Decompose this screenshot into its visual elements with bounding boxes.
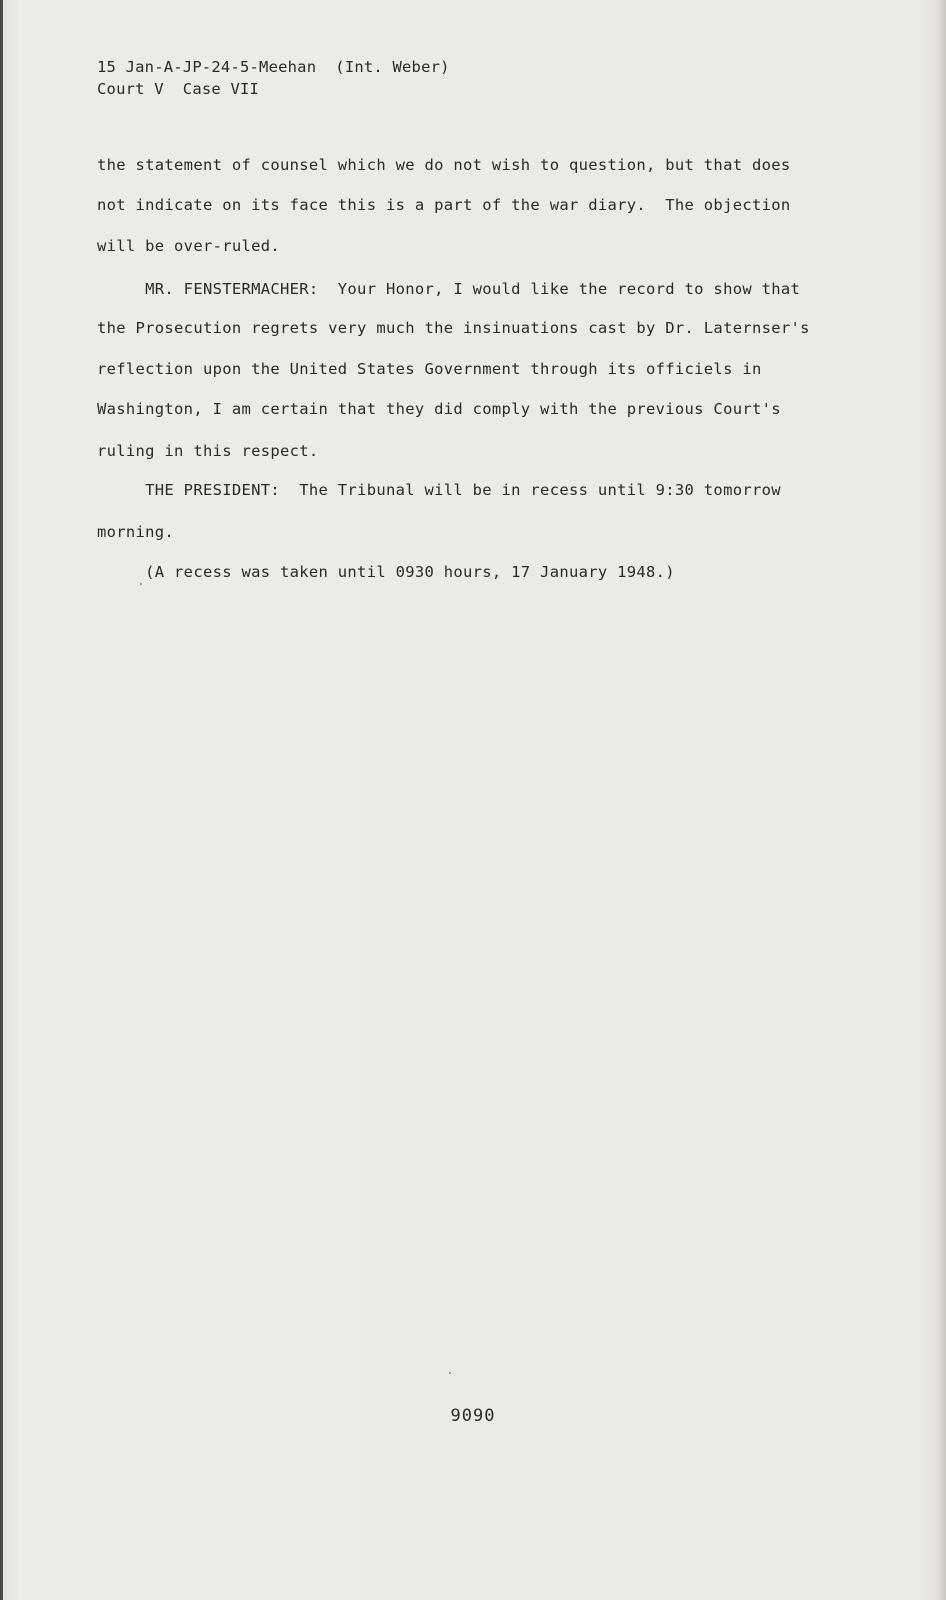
header-court-case-line: Court V Case VII <box>97 80 260 98</box>
transcript-line: (A recess was taken until 0930 hours, 17 January 1948.) <box>97 563 675 581</box>
transcript-line: not indicate on its face this is a part of the war diary. The objection <box>97 196 791 214</box>
page-number: 9090 <box>450 1406 496 1426</box>
paper-speck <box>449 1372 451 1374</box>
page-left-border <box>0 0 3 1600</box>
page-right-border <box>940 0 946 1600</box>
transcript-line: MR. FENSTERMACHER: Your Honor, I would like the record to show that <box>97 280 801 298</box>
paper-speck <box>140 583 142 585</box>
transcript-line: the Prosecution regrets very much the insinuations cast by Dr. Laternser's <box>97 319 810 337</box>
transcript-line: the statement of counsel which we do not wish to question, but that does <box>97 156 791 174</box>
transcript-line: reflection upon the United States Government through its officiels in <box>97 360 762 378</box>
transcript-line: morning. <box>97 523 175 541</box>
transcript-line: will be over-ruled. <box>97 237 281 255</box>
transcript-line: Washington, I am certain that they did comply with the previous Court's <box>97 400 781 418</box>
document-header <box>97 56 450 100</box>
transcript-line: THE PRESIDENT: The Tribunal will be in recess until 9:30 tomorrow <box>97 481 781 499</box>
header-reference-line: 15 Jan-A-JP-24-5-Meehan (Int. Weber) <box>97 58 450 76</box>
transcript-line: ruling in this respect. <box>97 442 319 460</box>
